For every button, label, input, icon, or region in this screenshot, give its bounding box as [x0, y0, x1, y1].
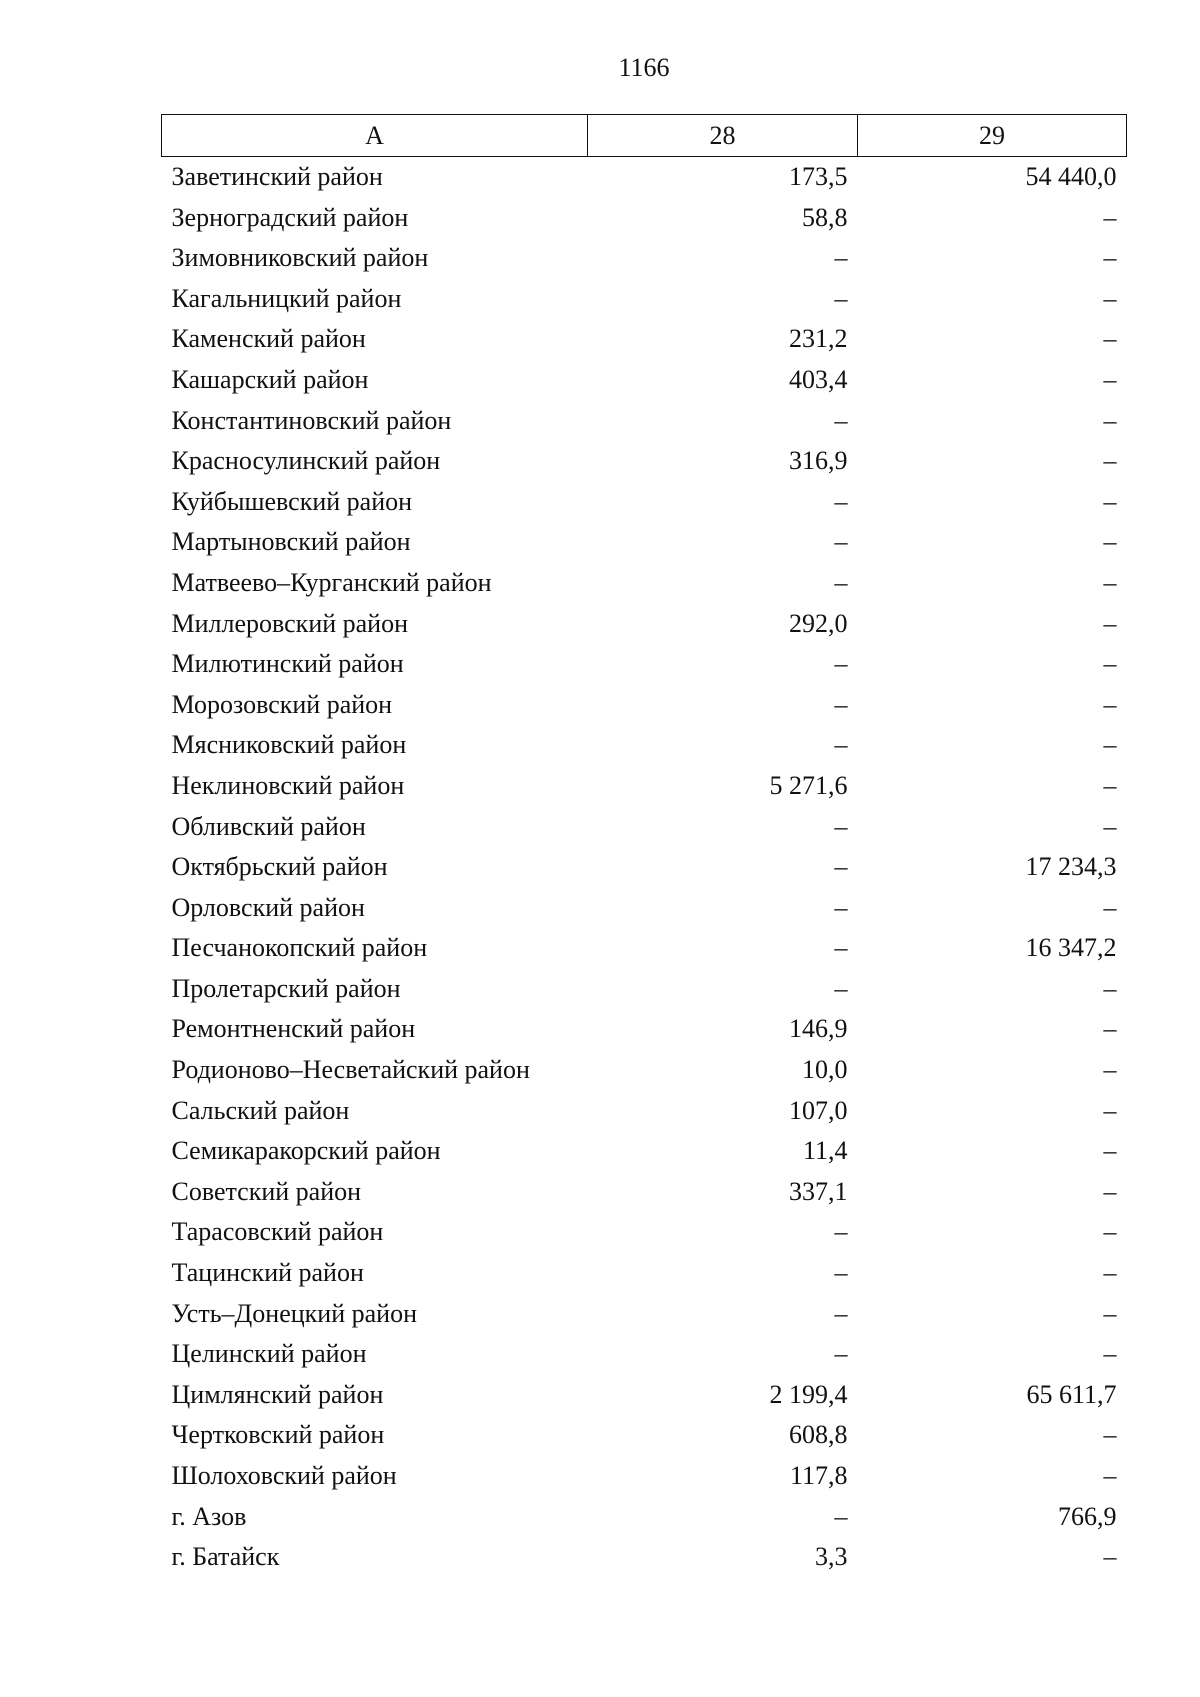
- value-29-cell: –: [1103, 892, 1117, 922]
- district-name-cell: Ремонтненский район: [171, 1014, 416, 1044]
- district-name-cell: Семикаракорский район: [171, 1136, 441, 1166]
- value-29-cell: –: [1103, 1136, 1117, 1166]
- table-row: [162, 847, 1127, 888]
- data-table: [161, 114, 1127, 1578]
- header-row: [162, 115, 1127, 157]
- value-29-cell: –: [1103, 527, 1117, 557]
- table-row: [162, 1294, 1127, 1335]
- table-row: [162, 441, 1127, 482]
- table-row: [162, 969, 1127, 1010]
- value-29-cell: –: [1103, 1298, 1117, 1328]
- value-28-cell: –: [834, 811, 848, 841]
- district-name-cell: Мартыновский район: [171, 527, 411, 557]
- value-29-cell: –: [1103, 770, 1117, 800]
- district-name-cell: Кагальницкий район: [171, 283, 402, 313]
- value-28-cell: –: [834, 1258, 848, 1288]
- district-name-cell: Мясниковский район: [171, 730, 407, 760]
- district-name-cell: Красносулинский район: [171, 446, 441, 476]
- table-row: [162, 888, 1127, 929]
- value-29-cell: 16 347,2: [1025, 933, 1117, 963]
- table-row: [162, 928, 1127, 969]
- value-29-cell: –: [1103, 1420, 1117, 1450]
- value-28-cell: –: [834, 1298, 848, 1328]
- district-name-cell: Обливский район: [171, 811, 366, 841]
- table-row: [162, 604, 1127, 645]
- value-29-cell: –: [1103, 689, 1117, 719]
- value-28-cell: 10,0: [802, 1055, 848, 1085]
- table-row: [162, 1537, 1127, 1578]
- value-28-cell: 107,0: [789, 1095, 848, 1125]
- table-row: [162, 1375, 1127, 1416]
- district-name-cell: Усть–Донецкий район: [171, 1298, 417, 1328]
- district-name-cell: Советский район: [171, 1176, 362, 1206]
- value-29-cell: –: [1103, 243, 1117, 273]
- district-name-cell: Морозовский район: [171, 689, 393, 719]
- table-row: [162, 1172, 1127, 1213]
- district-name-cell: Чертковский район: [171, 1420, 385, 1450]
- value-28-cell: –: [834, 933, 848, 963]
- value-28-cell: –: [834, 405, 848, 435]
- table-row: [162, 157, 1127, 198]
- value-28-cell: 5 271,6: [769, 770, 848, 800]
- table-row: [162, 1415, 1127, 1456]
- value-29-cell: –: [1103, 649, 1117, 679]
- district-name-cell: Неклиновский район: [171, 770, 405, 800]
- value-28-cell: –: [834, 1501, 848, 1531]
- column-header-a: А: [162, 115, 588, 157]
- district-name-cell: Тарасовский район: [171, 1217, 384, 1247]
- value-28-cell: 58,8: [802, 202, 848, 232]
- value-28-cell: 173,5: [789, 162, 848, 191]
- table-row: [162, 198, 1127, 239]
- value-29-cell: 65 611,7: [1026, 1379, 1117, 1409]
- table-row: [162, 1091, 1127, 1132]
- table-row: [162, 522, 1127, 563]
- value-28-cell: –: [834, 567, 848, 597]
- value-29-cell: –: [1103, 1055, 1117, 1085]
- value-29-cell: –: [1103, 1339, 1117, 1369]
- value-29-cell: 54 440,0: [1025, 162, 1117, 191]
- table-row: [162, 563, 1127, 604]
- value-29-cell: –: [1103, 364, 1117, 394]
- value-29-cell: –: [1103, 567, 1117, 597]
- value-29-cell: –: [1103, 405, 1117, 435]
- value-28-cell: 3,3: [815, 1542, 848, 1572]
- district-name-cell: Пролетарский район: [171, 973, 401, 1003]
- table-row: [162, 766, 1127, 807]
- value-28-cell: 337,1: [789, 1176, 848, 1206]
- value-28-cell: –: [834, 1339, 848, 1369]
- value-29-cell: –: [1103, 730, 1117, 760]
- value-28-cell: –: [834, 283, 848, 313]
- page-number: 1166: [618, 53, 670, 82]
- table-row: [162, 1334, 1127, 1375]
- column-header-29: 29: [858, 115, 1127, 157]
- value-28-cell: –: [834, 892, 848, 922]
- district-name-cell: Кашарский район: [171, 364, 369, 394]
- district-name-cell: Зимовниковский район: [171, 243, 429, 273]
- value-28-cell: 11,4: [802, 1136, 848, 1166]
- value-29-cell: –: [1103, 1095, 1117, 1125]
- district-name-cell: Миллеровский район: [171, 608, 409, 638]
- table-row: [162, 1009, 1127, 1050]
- district-name-cell: Зерноградский район: [171, 202, 409, 232]
- value-28-cell: –: [834, 689, 848, 719]
- table-row: [162, 401, 1127, 442]
- district-name-cell: Матвеево–Курганский район: [171, 567, 492, 597]
- value-28-cell: 608,8: [789, 1420, 848, 1450]
- table-row: [162, 319, 1127, 360]
- district-name-cell: Шолоховский район: [171, 1461, 397, 1490]
- value-29-cell: –: [1103, 1461, 1117, 1490]
- table-row: [162, 1497, 1127, 1538]
- district-name-cell: Куйбышевский район: [171, 486, 413, 516]
- value-29-cell: –: [1103, 324, 1117, 354]
- value-29-cell: –: [1103, 446, 1117, 476]
- value-28-cell: –: [834, 527, 848, 557]
- table-row: [162, 1050, 1127, 1091]
- value-29-cell: –: [1103, 1217, 1117, 1247]
- district-name-cell: Орловский район: [171, 892, 365, 922]
- table-row: [162, 1456, 1127, 1497]
- district-name-cell: Каменский район: [171, 324, 366, 354]
- value-28-cell: –: [834, 649, 848, 679]
- district-name-cell: Песчанокопский район: [171, 933, 428, 963]
- table-row: [162, 1212, 1127, 1253]
- table-row: [162, 685, 1127, 726]
- value-28-cell: –: [834, 973, 848, 1003]
- district-name-cell: Сальский район: [171, 1095, 350, 1125]
- value-28-cell: –: [834, 852, 848, 882]
- table-row: [162, 279, 1127, 320]
- district-name-cell: Родионово–Несветайский район: [171, 1055, 530, 1085]
- value-28-cell: 292,0: [789, 608, 848, 638]
- value-28-cell: 231,2: [789, 324, 848, 354]
- value-29-cell: –: [1103, 1542, 1117, 1572]
- value-28-cell: 403,4: [789, 364, 848, 394]
- district-name-cell: Заветинский район: [171, 162, 383, 191]
- value-29-cell: –: [1103, 486, 1117, 516]
- value-28-cell: –: [834, 1217, 848, 1247]
- district-name-cell: Цимлянский район: [171, 1379, 384, 1409]
- district-name-cell: Октябрьский район: [171, 852, 388, 882]
- table-row: [162, 807, 1127, 848]
- district-name-cell: г. Азов: [171, 1501, 247, 1531]
- value-29-cell: 766,9: [1058, 1501, 1117, 1531]
- table-header: [162, 115, 1127, 157]
- district-name-cell: Тацинский район: [171, 1258, 364, 1288]
- district-name-cell: Целинский район: [171, 1339, 367, 1369]
- value-29-cell: –: [1103, 1258, 1117, 1288]
- table-row: [162, 360, 1127, 401]
- table-row: [162, 1131, 1127, 1172]
- value-28-cell: –: [834, 486, 848, 516]
- value-28-cell: 146,9: [789, 1014, 848, 1044]
- value-29-cell: –: [1103, 1176, 1117, 1206]
- value-28-cell: 117,8: [789, 1461, 848, 1490]
- table-row: [162, 482, 1127, 523]
- value-28-cell: –: [834, 730, 848, 760]
- value-29-cell: –: [1103, 973, 1117, 1003]
- table-row: [162, 725, 1127, 766]
- table-row: [162, 238, 1127, 279]
- table-row: [162, 644, 1127, 685]
- value-29-cell: 17 234,3: [1025, 852, 1117, 882]
- table-row: [162, 1253, 1127, 1294]
- district-name-cell: Милютинский район: [171, 649, 404, 679]
- value-29-cell: –: [1103, 202, 1117, 232]
- value-28-cell: 316,9: [789, 446, 848, 476]
- value-28-cell: –: [834, 243, 848, 273]
- value-29-cell: –: [1103, 283, 1117, 313]
- value-28-cell: 2 199,4: [769, 1379, 848, 1409]
- value-29-cell: –: [1103, 811, 1117, 841]
- value-29-cell: –: [1103, 608, 1117, 638]
- district-name-cell: г. Батайск: [171, 1542, 280, 1572]
- table-body: [162, 157, 1127, 1578]
- column-header-28: 28: [588, 115, 858, 157]
- district-name-cell: Константиновский район: [171, 405, 452, 435]
- value-29-cell: –: [1103, 1014, 1117, 1044]
